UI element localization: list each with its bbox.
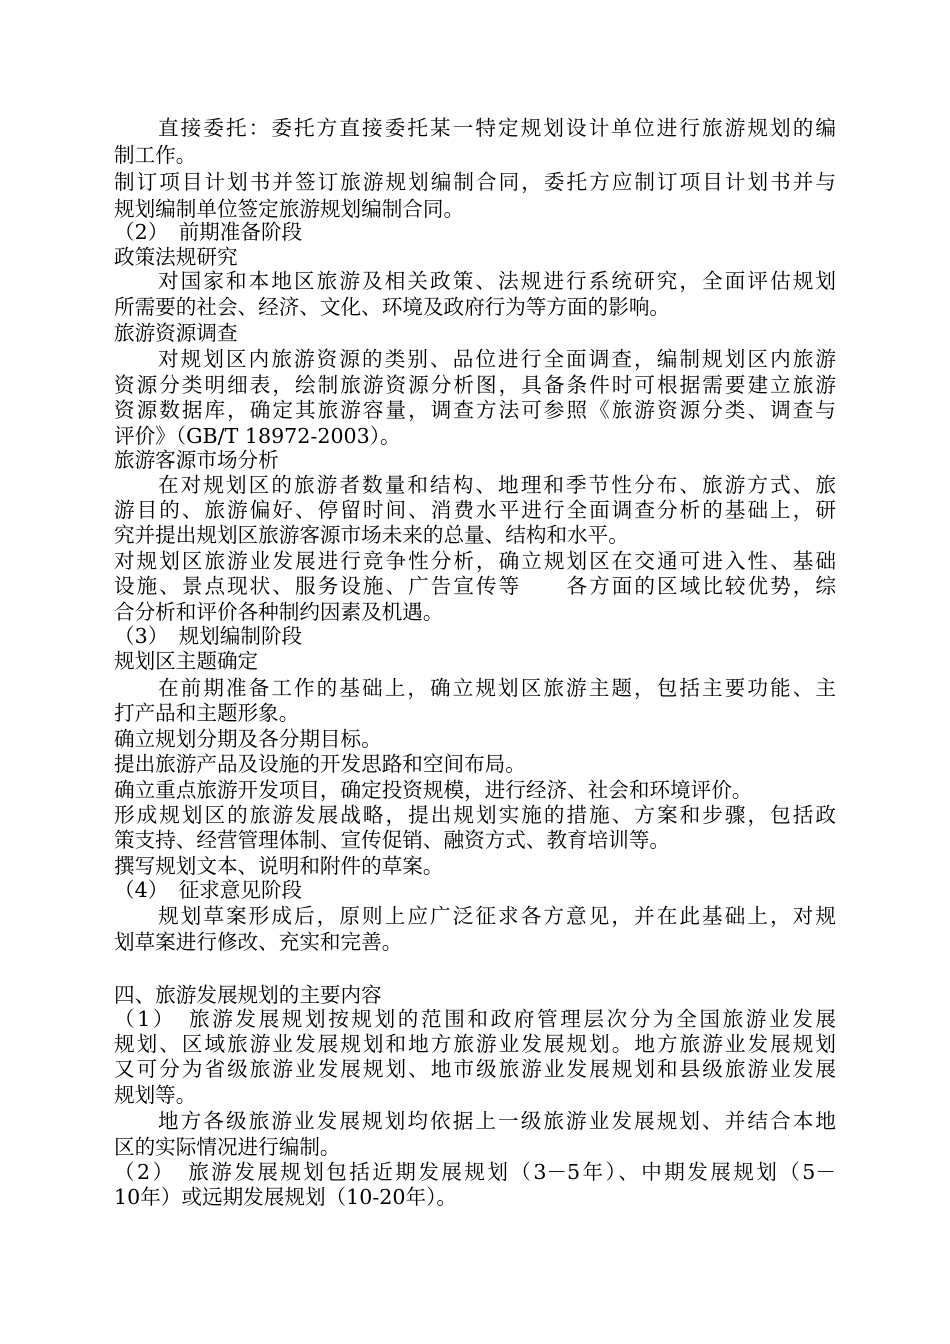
paragraph-line: 撰写规划文本、说明和附件的草案。: [114, 854, 444, 878]
paragraph-line: 规划、区域旅游业发展规划和地方旅游业发展规划。地方旅游业发展规划: [114, 1032, 836, 1056]
section-heading: （3） 规划编制阶段: [114, 624, 303, 648]
paragraph-line: 又可分为省级旅游业发展规划、地市级旅游业发展规划和县级旅游业发展: [114, 1057, 836, 1081]
paragraph-line: 对国家和本地区旅游及相关政策、法规进行系统研究，全面评估规划: [158, 269, 836, 293]
paragraph-line: 划草案进行修改、充实和完善。: [114, 930, 403, 954]
paragraph-line: 打产品和主题形象。: [114, 701, 300, 725]
paragraph-line: （1） 旅游发展规划按规划的范围和政府管理层次分为全国旅游业发展: [114, 1007, 836, 1031]
paragraph-line: 提出旅游产品及设施的开发思路和空间布局。: [114, 752, 526, 776]
paragraph-line: 规划编制单位签定旅游规划编制合同。: [114, 197, 465, 221]
subheading: 旅游资源调查: [114, 321, 238, 345]
paragraph-line: （2） 旅游发展规划包括近期发展规划（3－5年）、中期发展规划（5－: [114, 1160, 836, 1184]
paragraph-line: 地方各级旅游业发展规划均依据上一级旅游业发展规划、并结合本地: [158, 1109, 836, 1133]
paragraph-line: 设施、景点现状、服务设施、广告宣传等 各方面的区域比较优势，综: [114, 574, 836, 598]
chapter-heading: 四、旅游发展规划的主要内容: [114, 983, 382, 1007]
paragraph-line: 所需要的社会、经济、文化、环境及政府行为等方面的影响。: [114, 295, 671, 319]
paragraph-line: 策支持、经营管理体制、宣传促销、融资方式、教育培训等。: [114, 828, 671, 852]
paragraph-line: 直接委托：委托方直接委托某一特定规划设计单位进行旅游规划的编: [158, 116, 836, 140]
paragraph-line: 评价》（GB/T 18972-2003）。: [114, 424, 401, 448]
paragraph-line: 制工作。: [114, 143, 197, 167]
section-heading: （4） 征求意见阶段: [114, 878, 303, 902]
paragraph-line: 对规划区旅游业发展进行竞争性分析，确立规划区在交通可进入性、基础: [114, 549, 836, 573]
subheading: 旅游客源市场分析: [114, 448, 279, 472]
subheading: 政策法规研究: [114, 245, 238, 269]
paragraph-line: 区的实际情况进行编制。: [114, 1135, 341, 1159]
paragraph-line: 形成规划区的旅游发展战略，提出规划实施的措施、方案和步骤，包括政: [114, 803, 836, 827]
paragraph-line: 制订项目计划书并签订旅游规划编制合同，委托方应制订项目计划书并与: [114, 170, 836, 194]
paragraph-line: 规划等。: [114, 1083, 197, 1107]
paragraph-line: 确立规划分期及各分期目标。: [114, 727, 382, 751]
paragraph-line: 究并提出规划区旅游客源市场未来的总量、结构和水平。: [114, 523, 629, 547]
paragraph-line: 10年）或远期发展规划（10-20年）。: [114, 1185, 457, 1209]
paragraph-line: 确立重点旅游开发项目，确定投资规模，进行经济、社会和环境评价。: [114, 778, 753, 802]
section-heading: （2） 前期准备阶段: [114, 220, 303, 244]
paragraph-line: 游目的、旅游偏好、停留时间、消费水平进行全面调查分析的基础上，研: [114, 498, 836, 522]
paragraph-line: 资源分类明细表，绘制旅游资源分析图，具备条件时可根据需要建立旅游: [114, 373, 836, 397]
paragraph-line: 资源数据库，确定其旅游容量，调查方法可参照《旅游资源分类、调查与: [114, 398, 836, 422]
paragraph-line: 规划草案形成后，原则上应广泛征求各方意见，并在此基础上，对规: [158, 904, 836, 928]
paragraph-line: 在对规划区的旅游者数量和结构、地理和季节性分布、旅游方式、旅: [158, 473, 836, 497]
paragraph-line: 对规划区内旅游资源的类别、品位进行全面调查，编制规划区内旅游: [158, 347, 836, 371]
paragraph-line: 合分析和评价各种制约因素及机遇。: [114, 600, 444, 624]
subheading: 规划区主题确定: [114, 649, 259, 673]
paragraph-line: 在前期准备工作的基础上，确立规划区旅游主题，包括主要功能、主: [158, 676, 836, 700]
